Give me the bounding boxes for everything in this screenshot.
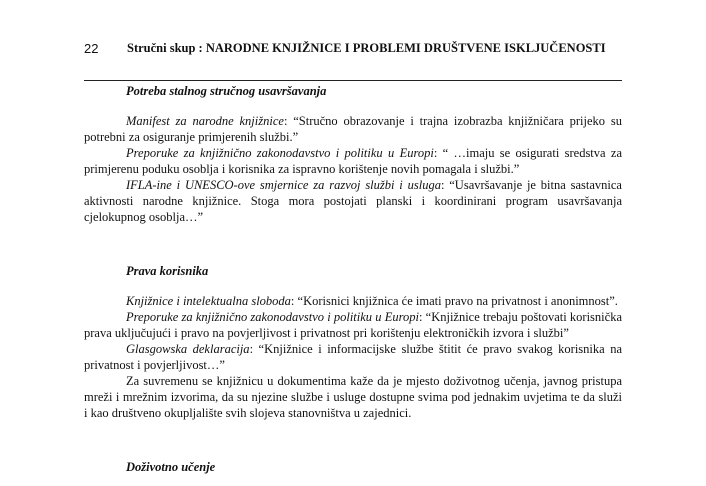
paragraph-text: : “Korisnici knjižnica će imati pravo na privatnost i anonimnost”. (290, 294, 618, 308)
source-citation: IFLA-ine i UNESCO-ove smjernice za razvoj službi i usluga (126, 178, 441, 192)
section-heading-professional-development: Potreba stalnog stručnog usavršavanja (126, 84, 327, 98)
source-citation: Knjižnice i intelektualna sloboda (126, 294, 291, 308)
source-citation: Preporuke za knjižnično zakonodavstvo i politiku u Europi (126, 146, 434, 160)
paragraph (84, 113, 622, 145)
paragraph (84, 341, 622, 373)
paragraph (84, 177, 622, 225)
source-citation: Preporuke za knjižnično zakonodavstvo i politiku u Europi (126, 310, 419, 324)
page-number: 22 (84, 41, 99, 56)
running-header: Stručni skup : NARODNE KNJIŽNICE I PROBLEMI DRUŠTVENE ISKLJUČENOSTI (127, 41, 606, 55)
paragraph (84, 309, 622, 341)
section-heading-user-rights: Prava korisnika (126, 264, 209, 278)
paragraph (84, 373, 622, 421)
source-citation: Manifest za narodne knjižnice (126, 114, 284, 128)
paragraph-text: : “Stručno obrazovanje i trajna izobrazba knjižničara prijeko su potrebni za osiguranje primjerenih službi.” (84, 114, 622, 144)
paragraph-text: Za suvremenu se knjižnicu u dokumentima kaže da je mjesto doživotnog učenja, javnog pristupa mreži i mrežnim izvorima, da su njezine službe i usluge dostupne svima pod jednakim uvjetima te da služi i kao društveno okupljalište svih slojeva stanovništva u zajednici. (84, 374, 622, 420)
paragraph (84, 293, 622, 309)
paragraph (84, 145, 622, 177)
page-body (84, 83, 622, 475)
paragraph-text: : “Usavršavanje je bitna sastavnica aktivnosti narodne knjižnice. Stoga mora postojati planski i koordinirani program usavršavanja cjelokupnog osoblja…” (84, 178, 622, 224)
paragraph-text: : “Knjižnice i informacijske službe štitit će pravo svakog korisnika na privatnost i povjerljivost…” (84, 342, 622, 372)
header-rule (84, 80, 622, 81)
section-heading-lifelong-learning: Doživotno učenje (126, 460, 216, 474)
paragraph-text: : “Knjižnice trebaju poštovati korisnička prava uključujući i pravo na povjerljivost i privatnost pri korištenju elektroničkih izvora i službi” (84, 310, 622, 340)
source-citation: Glasgowska deklaracija (126, 342, 250, 356)
paragraph-text: : “ …imaju se osigurati sredstva za primjerenu poduku osoblja i korisnika za ispravno korištenje novih pomagala i službi.” (84, 146, 622, 176)
